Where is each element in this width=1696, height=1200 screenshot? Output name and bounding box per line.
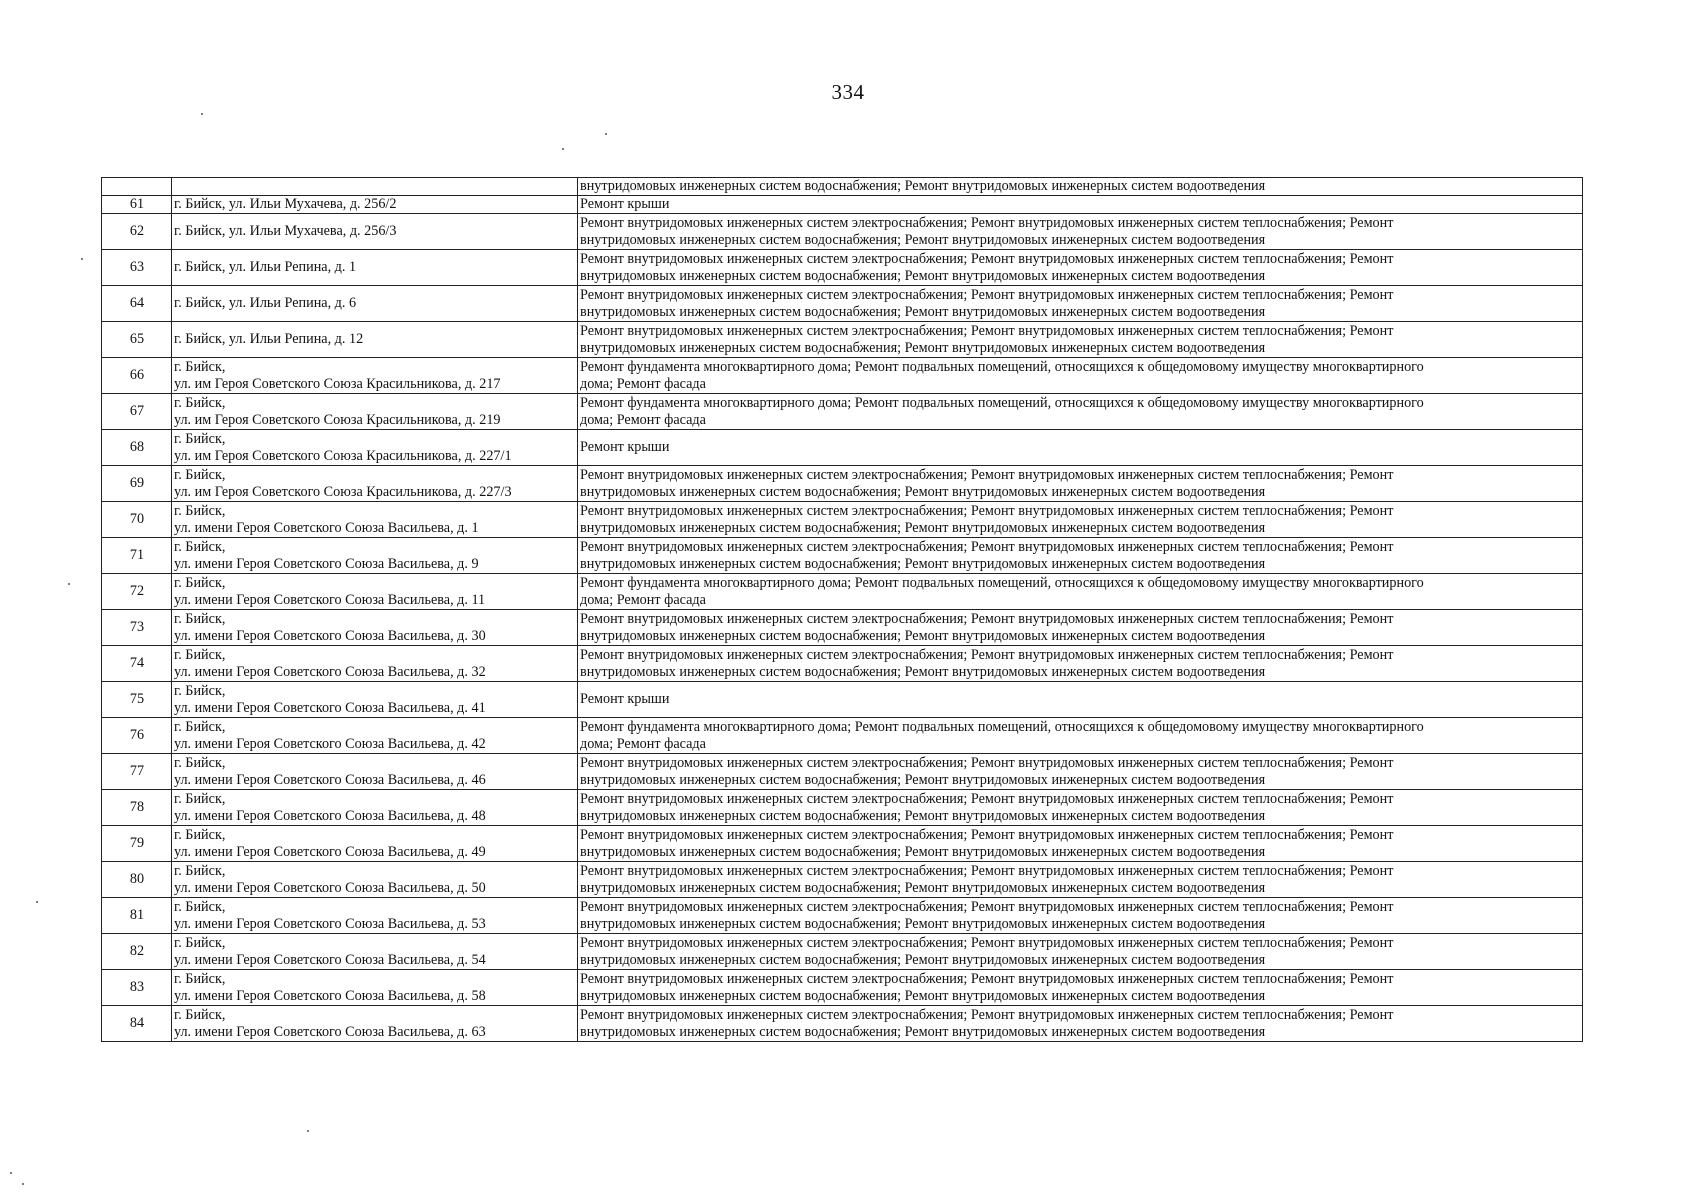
scan-speck <box>201 113 203 115</box>
works-line: внутридомовых инженерных систем водоснабжения; Ремонт внутридомовых инженерных систем водоотведения <box>580 555 1266 572</box>
works-line: Ремонт крыши <box>580 691 670 707</box>
works-cell <box>578 682 1583 718</box>
row-number-cell: 69 <box>102 466 172 502</box>
works-cell <box>578 394 1583 430</box>
address-line: г. Бийск, <box>174 790 226 807</box>
row-number-cell: 64 <box>102 286 172 322</box>
works-cell <box>578 502 1583 538</box>
address-line: ул. имени Героя Советского Союза Васильева, д. 30 <box>174 627 486 644</box>
address-cell <box>172 250 578 286</box>
row-number-cell: 68 <box>102 430 172 466</box>
works-line: Ремонт внутридомовых инженерных систем электроснабжения; Ремонт внутридомовых инженерных систем теплоснабжения; Ремонт <box>580 502 1394 519</box>
scan-speck <box>10 1172 12 1174</box>
table-row <box>102 430 1583 466</box>
scan-speck <box>307 1130 309 1132</box>
scan-speck <box>36 901 38 903</box>
row-number-cell: 62 <box>102 214 172 250</box>
address-line: ул. имени Героя Советского Союза Васильева, д. 46 <box>174 771 486 788</box>
table-row <box>102 574 1583 610</box>
address-cell <box>172 394 578 430</box>
continuation-row <box>102 178 1583 196</box>
address-cell <box>172 466 578 502</box>
address-line: ул. им Героя Советского Союза Красильникова, д. 217 <box>174 375 501 392</box>
address-line: ул. имени Героя Советского Союза Васильева, д. 1 <box>174 519 479 536</box>
works-line: Ремонт внутридомовых инженерных систем электроснабжения; Ремонт внутридомовых инженерных систем теплоснабжения; Ремонт <box>580 322 1394 339</box>
address-line: ул. имени Героя Советского Союза Васильева, д. 49 <box>174 843 486 860</box>
works-line: Ремонт крыши <box>580 439 670 455</box>
address-cell <box>172 790 578 826</box>
page-number: 334 <box>831 80 865 104</box>
address-line: г. Бийск, <box>174 718 226 735</box>
works-line: Ремонт внутридомовых инженерных систем электроснабжения; Ремонт внутридомовых инженерных систем теплоснабжения; Ремонт <box>580 214 1394 231</box>
address-line: ул. имени Героя Советского Союза Васильева, д. 48 <box>174 807 486 824</box>
works-line: внутридомовых инженерных систем водоснабжения; Ремонт внутридомовых инженерных систем водоотведения <box>580 339 1266 356</box>
works-line: дома; Ремонт фасада <box>580 591 706 608</box>
address-line: г. Бийск, <box>174 430 226 447</box>
table-row <box>102 682 1583 718</box>
address-line: г. Бийск, <box>174 754 226 771</box>
row-number-cell: 76 <box>102 718 172 754</box>
works-line: Ремонт внутридомовых инженерных систем электроснабжения; Ремонт внутридомовых инженерных систем теплоснабжения; Ремонт <box>580 790 1394 807</box>
works-cell <box>578 286 1583 322</box>
works-cell <box>578 862 1583 898</box>
works-cell <box>578 898 1583 934</box>
address-line: ул. имени Героя Советского Союза Васильева, д. 58 <box>174 987 486 1004</box>
works-line: внутридомовых инженерных систем водоснабжения; Ремонт внутридомовых инженерных систем водоотведения <box>580 483 1266 500</box>
address-line: ул. имени Героя Советского Союза Васильева, д. 63 <box>174 1023 486 1040</box>
row-number-cell: 74 <box>102 646 172 682</box>
works-line: Ремонт внутридомовых инженерных систем электроснабжения; Ремонт внутридомовых инженерных систем теплоснабжения; Ремонт <box>580 934 1394 951</box>
works-line: внутридомовых инженерных систем водоснабжения; Ремонт внутридомовых инженерных систем водоотведения <box>580 807 1266 824</box>
address-line: г. Бийск, <box>174 394 226 411</box>
address-cell <box>172 196 578 214</box>
table-row <box>102 250 1583 286</box>
works-line: Ремонт внутридомовых инженерных систем электроснабжения; Ремонт внутридомовых инженерных систем теплоснабжения; Ремонт <box>580 898 1394 915</box>
address-line: г. Бийск, ул. Ильи Мухачева, д. 256/3 <box>174 223 397 239</box>
works-line: Ремонт внутридомовых инженерных систем электроснабжения; Ремонт внутридомовых инженерных систем теплоснабжения; Ремонт <box>580 646 1394 663</box>
address-line: ул. им Героя Советского Союза Красильникова, д. 219 <box>174 411 501 428</box>
address-line: г. Бийск, <box>174 574 226 591</box>
address-line: ул. имени Героя Советского Союза Васильева, д. 9 <box>174 555 479 572</box>
works-cell <box>578 574 1583 610</box>
works-cell: внутридомовых инженерных систем водоснабжения; Ремонт внутридомовых инженерных систем водоотведения <box>578 178 1583 196</box>
table-row <box>102 970 1583 1006</box>
table-row <box>102 646 1583 682</box>
address-cell <box>172 682 578 718</box>
row-number-cell: 72 <box>102 574 172 610</box>
works-line: дома; Ремонт фасада <box>580 735 706 752</box>
works-line: внутридомовых инженерных систем водоснабжения; Ремонт внутридомовых инженерных систем водоотведения <box>580 843 1266 860</box>
address-line: г. Бийск, <box>174 646 226 663</box>
address-line: г. Бийск, <box>174 466 226 483</box>
works-line: Ремонт внутридомовых инженерных систем электроснабжения; Ремонт внутридомовых инженерных систем теплоснабжения; Ремонт <box>580 862 1394 879</box>
works-line: внутридомовых инженерных систем водоснабжения; Ремонт внутридомовых инженерных систем водоотведения <box>580 1023 1266 1040</box>
table-row <box>102 538 1583 574</box>
works-line: внутридомовых инженерных систем водоснабжения; Ремонт внутридомовых инженерных систем водоотведения <box>580 663 1266 680</box>
works-cell <box>578 538 1583 574</box>
row-number-cell: 79 <box>102 826 172 862</box>
address-line: ул. имени Героя Советского Союза Васильева, д. 42 <box>174 735 486 752</box>
works-line: внутридомовых инженерных систем водоснабжения; Ремонт внутридомовых инженерных систем водоотведения <box>580 627 1266 644</box>
address-cell <box>172 898 578 934</box>
address-cell <box>172 214 578 250</box>
address-line: г. Бийск, <box>174 538 226 555</box>
works-cell <box>578 214 1583 250</box>
works-cell <box>578 970 1583 1006</box>
works-line: Ремонт внутридомовых инженерных систем электроснабжения; Ремонт внутридомовых инженерных систем теплоснабжения; Ремонт <box>580 250 1394 267</box>
table-row <box>102 1006 1583 1042</box>
table-body <box>102 178 1583 1042</box>
address-line: ул. им Героя Советского Союза Красильникова, д. 227/1 <box>174 447 512 464</box>
works-cell <box>578 790 1583 826</box>
address-line: ул. им Героя Советского Союза Красильникова, д. 227/3 <box>174 483 512 500</box>
address-line: г. Бийск, <box>174 358 226 375</box>
works-line: Ремонт внутридомовых инженерных систем электроснабжения; Ремонт внутридомовых инженерных систем теплоснабжения; Ремонт <box>580 826 1394 843</box>
scan-speck <box>68 583 70 585</box>
address-line: ул. имени Героя Советского Союза Васильева, д. 54 <box>174 951 486 968</box>
table-row <box>102 898 1583 934</box>
works-line: внутридомовых инженерных систем водоснабжения; Ремонт внутридомовых инженерных систем водоотведения <box>580 879 1266 896</box>
row-number-cell: 61 <box>102 196 172 214</box>
works-cell <box>578 718 1583 754</box>
table-row <box>102 502 1583 538</box>
works-line: внутридомовых инженерных систем водоснабжения; Ремонт внутридомовых инженерных систем водоотведения <box>580 231 1266 248</box>
works-line: Ремонт внутридомовых инженерных систем электроснабжения; Ремонт внутридомовых инженерных систем теплоснабжения; Ремонт <box>580 970 1394 987</box>
works-line: Ремонт внутридомовых инженерных систем электроснабжения; Ремонт внутридомовых инженерных систем теплоснабжения; Ремонт <box>580 610 1394 627</box>
address-line: г. Бийск, <box>174 1006 226 1023</box>
works-line: Ремонт фундамента многоквартирного дома; Ремонт подвальных помещений, относящихся к общедомовому имуществу многоквартирного <box>580 394 1424 411</box>
row-number-cell: 67 <box>102 394 172 430</box>
address-cell <box>172 430 578 466</box>
works-cell <box>578 754 1583 790</box>
table-row <box>102 196 1583 214</box>
works-line: внутридомовых инженерных систем водоснабжения; Ремонт внутридомовых инженерных систем водоотведения <box>580 519 1266 536</box>
works-line: внутридомовых инженерных систем водоснабжения; Ремонт внутридомовых инженерных систем водоотведения <box>580 915 1266 932</box>
works-cell <box>578 322 1583 358</box>
scan-speck <box>81 258 83 260</box>
table-row <box>102 466 1583 502</box>
address-line: г. Бийск, ул. Ильи Мухачева, д. 256/2 <box>174 196 397 212</box>
works-line: Ремонт фундамента многоквартирного дома; Ремонт подвальных помещений, относящихся к общедомовому имуществу многоквартирного <box>580 718 1424 735</box>
address-line: г. Бийск, <box>174 826 226 843</box>
table-row <box>102 718 1583 754</box>
table-row <box>102 790 1583 826</box>
works-cell <box>578 610 1583 646</box>
works-line: Ремонт внутридомовых инженерных систем электроснабжения; Ремонт внутридомовых инженерных систем теплоснабжения; Ремонт <box>580 754 1394 771</box>
table-row <box>102 358 1583 394</box>
works-line: внутридомовых инженерных систем водоснабжения; Ремонт внутридомовых инженерных систем водоотведения <box>580 303 1266 320</box>
address-cell <box>172 178 578 196</box>
address-cell <box>172 574 578 610</box>
address-cell <box>172 970 578 1006</box>
address-cell <box>172 286 578 322</box>
works-cell <box>578 250 1583 286</box>
row-number-cell: 77 <box>102 754 172 790</box>
row-number-cell: 78 <box>102 790 172 826</box>
address-line: г. Бийск, <box>174 682 226 699</box>
table-row <box>102 826 1583 862</box>
table-row <box>102 934 1583 970</box>
scan-speck <box>605 133 607 135</box>
address-line: г. Бийск, <box>174 898 226 915</box>
address-line: г. Бийск, <box>174 502 226 519</box>
address-cell <box>172 718 578 754</box>
address-cell <box>172 502 578 538</box>
address-cell <box>172 754 578 790</box>
table-row <box>102 862 1583 898</box>
address-cell <box>172 610 578 646</box>
works-cell <box>578 646 1583 682</box>
address-cell <box>172 358 578 394</box>
works-cell <box>578 466 1583 502</box>
address-cell <box>172 826 578 862</box>
works-line: дома; Ремонт фасада <box>580 411 706 428</box>
address-line: ул. имени Героя Советского Союза Васильева, д. 11 <box>174 591 486 608</box>
address-line: г. Бийск, ул. Ильи Репина, д. 1 <box>174 259 357 275</box>
row-number-cell: 66 <box>102 358 172 394</box>
address-cell <box>172 862 578 898</box>
row-number-cell: 65 <box>102 322 172 358</box>
works-line: внутридомовых инженерных систем водоснабжения; Ремонт внутридомовых инженерных систем водоотведения <box>580 771 1266 788</box>
row-number-cell <box>102 178 172 196</box>
works-cell <box>578 826 1583 862</box>
row-number-cell: 71 <box>102 538 172 574</box>
works-cell <box>578 358 1583 394</box>
address-line: г. Бийск, ул. Ильи Репина, д. 6 <box>174 295 357 311</box>
row-number-cell: 70 <box>102 502 172 538</box>
repair-works-table <box>101 177 1583 1042</box>
address-line: ул. имени Героя Советского Союза Васильева, д. 41 <box>174 699 486 716</box>
row-number-cell: 83 <box>102 970 172 1006</box>
address-line: ул. имени Героя Советского Союза Васильева, д. 50 <box>174 879 486 896</box>
works-line: Ремонт внутридомовых инженерных систем электроснабжения; Ремонт внутридомовых инженерных систем теплоснабжения; Ремонт <box>580 466 1394 483</box>
address-cell <box>172 538 578 574</box>
address-cell <box>172 1006 578 1042</box>
row-number-cell: 84 <box>102 1006 172 1042</box>
address-line: ул. имени Героя Советского Союза Васильева, д. 32 <box>174 663 486 680</box>
address-line: г. Бийск, ул. Ильи Репина, д. 12 <box>174 331 364 347</box>
works-line: Ремонт крыши <box>580 196 670 212</box>
scan-speck <box>22 1183 24 1185</box>
works-line: внутридомовых инженерных систем водоснабжения; Ремонт внутридомовых инженерных систем водоотведения <box>580 987 1266 1004</box>
works-line: внутридомовых инженерных систем водоснабжения; Ремонт внутридомовых инженерных систем водоотведения <box>580 951 1266 968</box>
row-number-cell: 73 <box>102 610 172 646</box>
scan-speck <box>562 148 564 150</box>
table-row <box>102 754 1583 790</box>
works-line: внутридомовых инженерных систем водоснабжения; Ремонт внутридомовых инженерных систем водоотведения <box>580 267 1266 284</box>
table-row <box>102 286 1583 322</box>
works-line: Ремонт фундамента многоквартирного дома; Ремонт подвальных помещений, относящихся к общедомовому имуществу многоквартирного <box>580 574 1424 591</box>
address-line: г. Бийск, <box>174 610 226 627</box>
row-number-cell: 80 <box>102 862 172 898</box>
works-line: дома; Ремонт фасада <box>580 375 706 392</box>
works-line: Ремонт внутридомовых инженерных систем электроснабжения; Ремонт внутридомовых инженерных систем теплоснабжения; Ремонт <box>580 538 1394 555</box>
address-line: ул. имени Героя Советского Союза Васильева, д. 53 <box>174 915 486 932</box>
table-row <box>102 214 1583 250</box>
row-number-cell: 63 <box>102 250 172 286</box>
address-line: г. Бийск, <box>174 970 226 987</box>
table-row <box>102 610 1583 646</box>
works-cell <box>578 430 1583 466</box>
address-line: г. Бийск, <box>174 934 226 951</box>
row-number-cell: 82 <box>102 934 172 970</box>
table-row <box>102 394 1583 430</box>
row-number-cell: 75 <box>102 682 172 718</box>
works-line: Ремонт внутридомовых инженерных систем электроснабжения; Ремонт внутридомовых инженерных систем теплоснабжения; Ремонт <box>580 1006 1394 1023</box>
table-row <box>102 322 1583 358</box>
works-line: Ремонт фундамента многоквартирного дома; Ремонт подвальных помещений, относящихся к общедомовому имуществу многоквартирного <box>580 358 1424 375</box>
address-cell <box>172 646 578 682</box>
address-cell <box>172 934 578 970</box>
works-cell <box>578 934 1583 970</box>
works-cell <box>578 196 1583 214</box>
works-line: Ремонт внутридомовых инженерных систем электроснабжения; Ремонт внутридомовых инженерных систем теплоснабжения; Ремонт <box>580 286 1394 303</box>
address-cell <box>172 322 578 358</box>
row-number-cell: 81 <box>102 898 172 934</box>
works-cell <box>578 1006 1583 1042</box>
address-line: г. Бийск, <box>174 862 226 879</box>
